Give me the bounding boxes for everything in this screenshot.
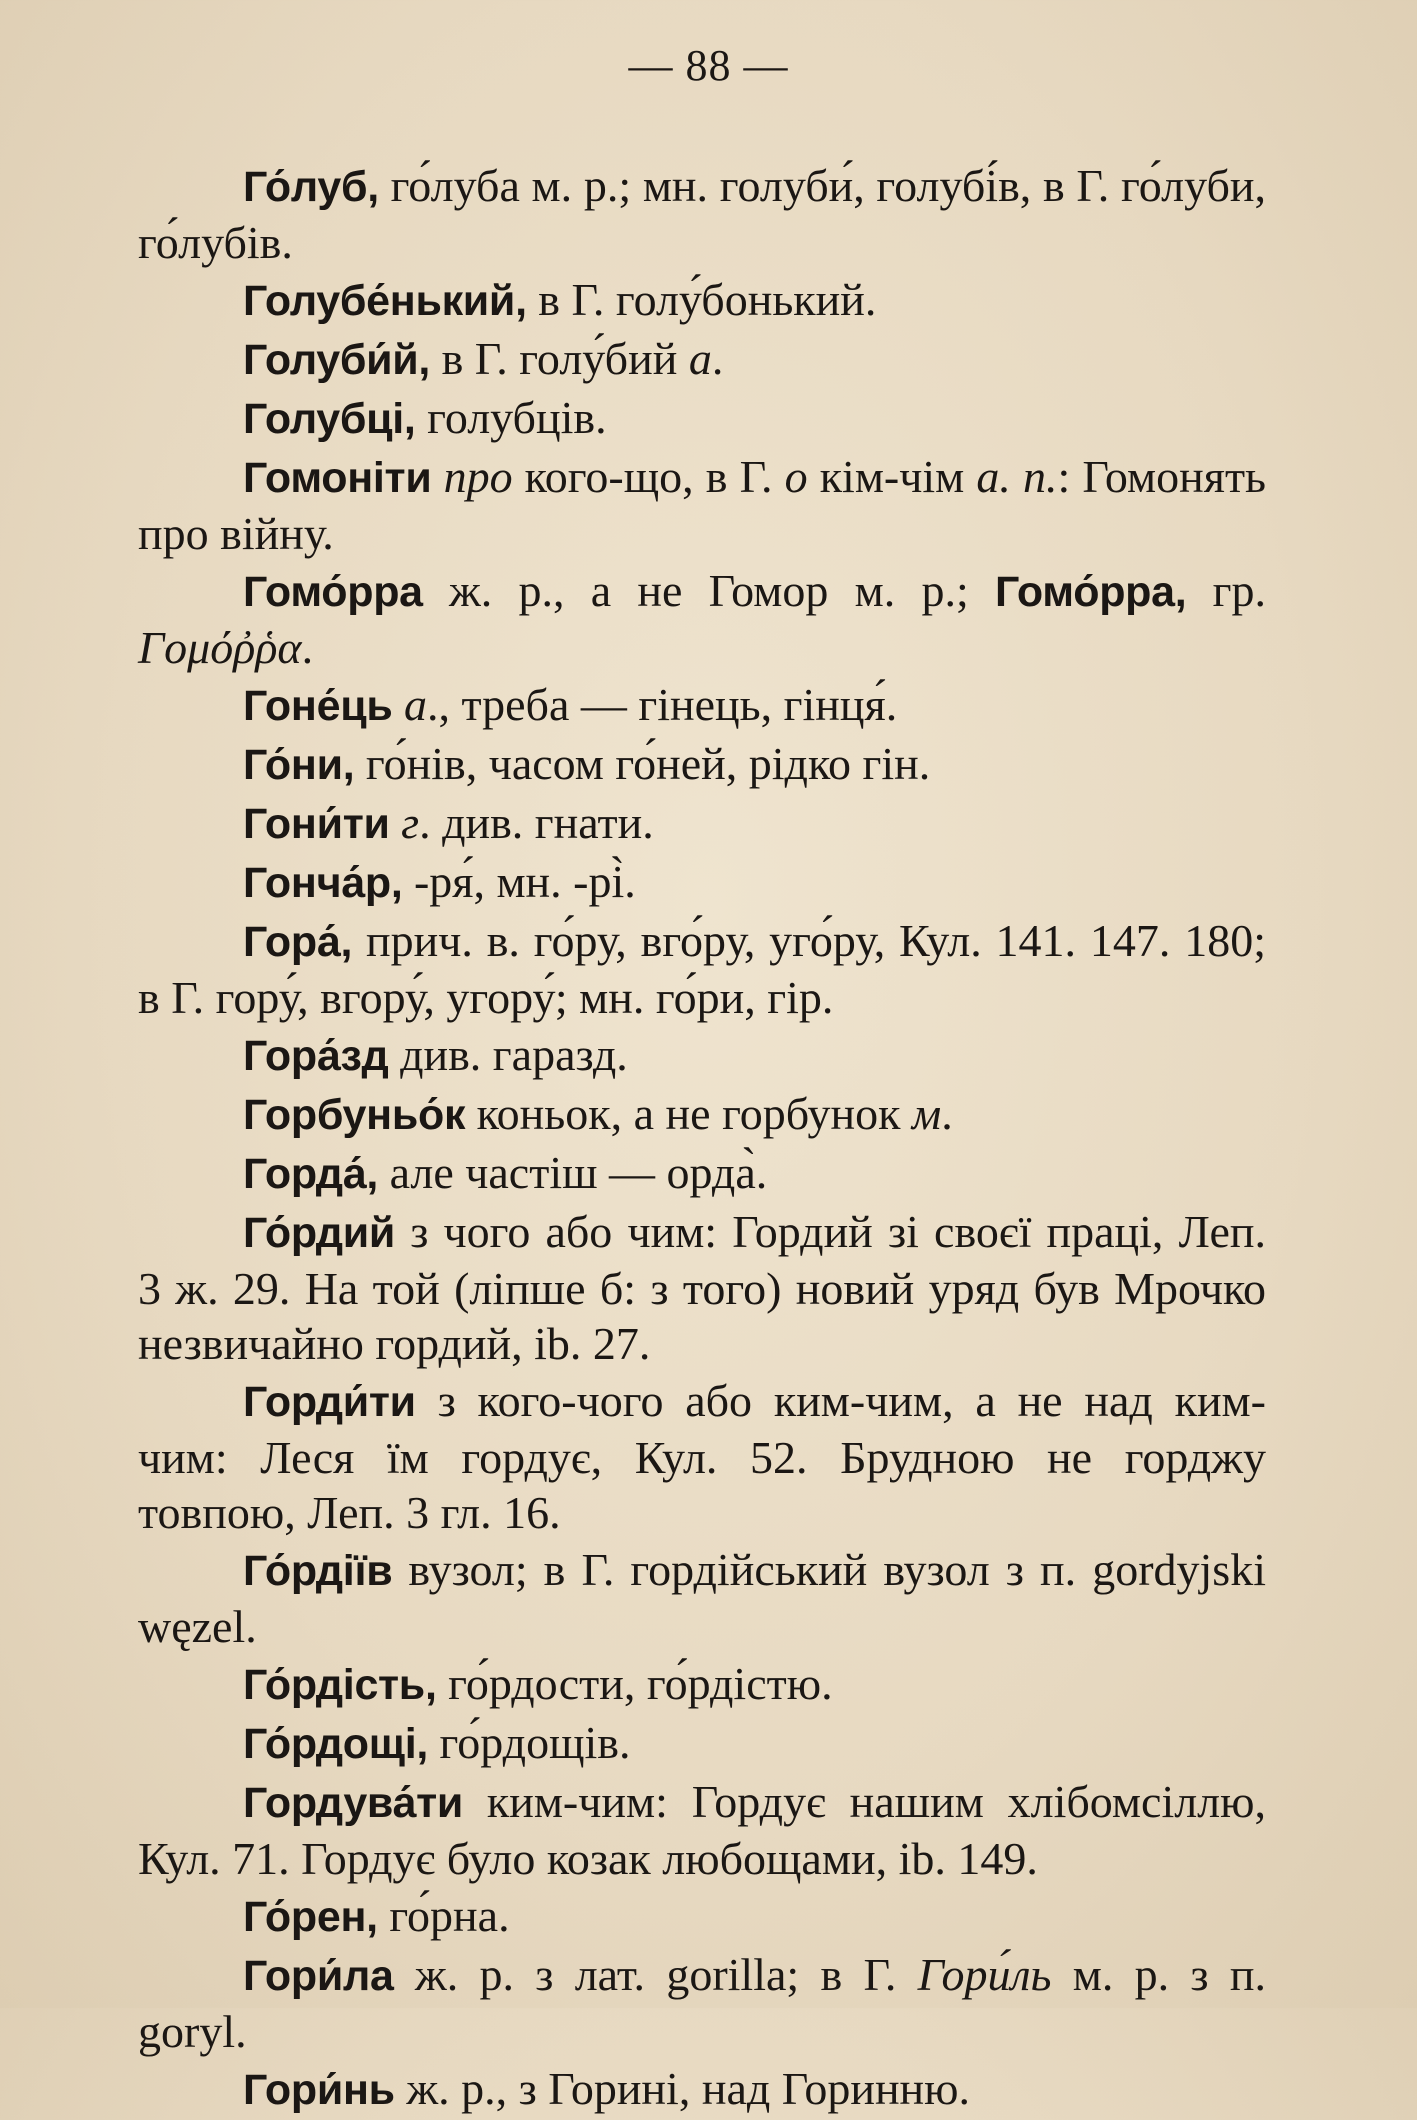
headword: Гонча́р, (243, 859, 403, 907)
definition: -ря́, мн. -рі̀. (402, 856, 636, 907)
entry-gorda (138, 1145, 1266, 1202)
definition: ., треба — гінець, гінця́. (426, 679, 898, 730)
definition: прич. в. го́ру, вго́ру, уго́ру, Кул. 141. 147. 180; в Г. гору́, вгору́, угору́; мн. го́ри, гір. (138, 915, 1266, 1023)
definition: кого-що, в Г. (512, 451, 785, 502)
headword: Гора́зд (243, 1032, 389, 1080)
headword: Гомо́рра (243, 568, 423, 616)
definition: в Г. голу́бонький. (526, 274, 877, 325)
entry-gorbunok (138, 1086, 1266, 1143)
headword: Гора́, (243, 918, 353, 966)
headword: Голуби́й, (243, 336, 431, 384)
headword: Гони́ти (243, 800, 390, 848)
headword: Го́рдий (243, 1209, 396, 1257)
entry-gordyty (138, 1373, 1266, 1540)
definition: див. гаразд. (388, 1029, 628, 1080)
entry-gony (138, 736, 1266, 793)
entry-gonchar (138, 854, 1266, 911)
headword: Го́рен, (243, 1893, 378, 1941)
entry-gordyi (138, 1204, 1266, 1371)
italic-word: про (443, 451, 513, 502)
headword: Го́рдість, (243, 1661, 437, 1709)
entry-gomorra (138, 563, 1266, 675)
definition: . (941, 1088, 953, 1139)
headword: Гордува́ти (243, 1779, 464, 1827)
entry-goren (138, 1888, 1266, 1945)
definition: . (711, 333, 724, 384)
headword: Го́рдощі, (243, 1720, 429, 1768)
definition: го́рдости, го́рдістю. (436, 1658, 833, 1709)
definition: го́рна. (377, 1890, 510, 1941)
definition: ж. р., з Горині, над Горинню. (394, 2063, 971, 2114)
entry-gorduvaty (138, 1774, 1266, 1886)
headword: Горбуньо́к (243, 1091, 466, 1139)
abbrev: а (688, 333, 712, 384)
headword: Гори́нь (243, 2066, 395, 2114)
definition: ким-чим: Гордує нашим хлібомсіллю, Кул. 71. Гордує було козак любощами, ib. 149. (138, 1776, 1266, 1884)
definition: . див. гнати. (419, 797, 654, 848)
headword: Гомо́рра, (994, 568, 1187, 616)
entry-gordist (138, 1656, 1266, 1713)
entry-gora (138, 913, 1266, 1025)
definition: голубців. (415, 392, 607, 443)
definition: з кого-чого або ким-чим, а не над ким-чим: Леся їм гордує, Кул. 52. Брудною не горджу товпою, Леп. 3 гл. 16. (138, 1375, 1266, 1538)
definition: ж. р. з лат. gorilla; в Г. (393, 1949, 918, 2000)
headword: Голубе́нький, (243, 277, 527, 325)
headword: Го́ни, (243, 741, 355, 789)
abbrev: м (911, 1088, 942, 1139)
entry-golubtsi (138, 390, 1266, 447)
definition: в Г. голу́бий (430, 333, 689, 384)
entry-goryn (138, 2061, 1266, 2118)
definition: ж. р., а не Гомор м. р.; (422, 565, 995, 616)
entry-gomoniti (138, 449, 1266, 561)
abbrev: а. п. (976, 451, 1058, 502)
headword: Горда́, (243, 1150, 379, 1198)
entry-gonyty (138, 795, 1266, 852)
entry-goryla (138, 1947, 1266, 2059)
entry-gordoshchi (138, 1715, 1266, 1772)
definition (390, 797, 402, 848)
definition: м. р. з п. goryl. (138, 1949, 1266, 2057)
headword: Гомоніти (243, 454, 432, 502)
definition: го́рдощів. (428, 1717, 631, 1768)
definition: але частіш — орда̀. (378, 1147, 768, 1198)
definition (431, 451, 443, 502)
definition: з чого або чим: Гордий зі своєї праці, Леп. 3 ж. 29. На той (ліпше б: з того) новий уряд був Мрочко незвичайно гордий, ib. 27. (138, 1206, 1266, 1369)
definition: гр. (1186, 565, 1266, 616)
headword: Голубці, (243, 395, 416, 443)
entry-gordiiv (138, 1542, 1266, 1654)
entry-golubyi (138, 331, 1266, 388)
italic-word: о (784, 451, 808, 502)
definition: вузол; в Г. гордійський вузол з п. gordyjski węzel. (138, 1544, 1266, 1652)
abbrev: г (401, 797, 420, 848)
headword: Гори́ла (243, 1952, 394, 2000)
definition (392, 679, 404, 730)
definition: . (301, 622, 314, 673)
headword: Го́луб, (243, 163, 379, 211)
entry-golub (138, 158, 1266, 270)
definition: го́нів, часом го́ней, рідко гін. (354, 738, 931, 789)
headword: Горди́ти (243, 1378, 416, 1426)
greek-word: Γομόῤῥα (138, 622, 302, 673)
italic-word: Гори́ль (917, 1949, 1052, 2000)
entry-golubenkyi (138, 272, 1266, 329)
entry-gorazd (138, 1027, 1266, 1084)
definition: кім-чім (807, 451, 977, 502)
entries-column (138, 158, 1266, 2120)
abbrev: а (403, 679, 427, 730)
headword: Гоне́ць (243, 682, 393, 730)
headword: Го́рдіїв (243, 1547, 393, 1595)
entry-gonets (138, 677, 1266, 734)
definition: : Гомонять про війну. (138, 451, 1267, 559)
definition: го́луба м. р.; мн. голуби́, голубі́в, в Г. го́луби, го́лубів. (138, 160, 1266, 268)
page-number: — 88 — (628, 41, 789, 90)
definition: коньок, а не горбунок (465, 1088, 912, 1139)
